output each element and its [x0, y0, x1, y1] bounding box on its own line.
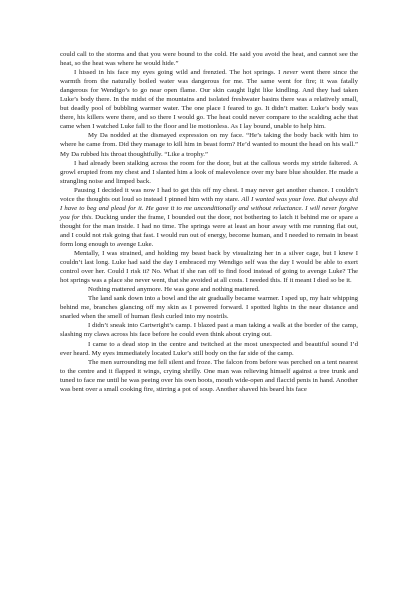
- text-run: The men surrounding me fell silent and froze. The falcon from before was perched on a tent nearest to the centre and it flapped it wings, crying shrilly. One man was relieving himself against a tree trunk and tuned to face me until he was peeing over his own boots, mouth wide-open and flaccid penis in hand. Another was bent over a small cooking fire, stirring a pot of soup. Another shaved his beard his face: [60, 358, 358, 393]
- text-run: The land sank down into a bowl and the air gradually became warmer. I sped up, my hair whipping behind me, branches glancing off my skin as I powered forward. I spotted lights in the near distance and snarled when the smell of human flesh curled into my nostrils.: [60, 295, 358, 321]
- paragraph: [60, 50, 358, 68]
- paragraph: [60, 321, 358, 339]
- paragraph: [60, 159, 358, 186]
- paragraph: [60, 358, 358, 394]
- text-run: My Da nodded at the dismayed expression on my face. “He’s taking the body back with him to where he came from. Did they manage to kill him in beast form? He’d wanted to mount the head on his wall.” My Da rubbed his throat thoughtfully. “Like a trophy.”: [60, 132, 358, 158]
- paragraph: [60, 249, 358, 285]
- paragraph: [60, 285, 358, 294]
- text-run: went there since the warmth from the naturally boiled water was dangerous for me. The same went for fire; it was fatally dangerous for Wendigo’s to go near open flame. Our skin caught light like kindling. And they had taken Luke’s body there. In the midst of the mountains and isolated freshwater basins there was a relatively small, but deadly pool of bubbling warmer water. The one place I feared to go. It didn’t matter. Luke’s body was there, his killers were there, and so there I would go. The heat could never compare to the scalding ache that came when I watched Luke fall to the floor and lie motionless. As I lay bound, unable to help him.: [60, 69, 358, 131]
- text-run: I had already been stalking across the room for the door, but at the callous words my stride faltered. A growl erupted from my chest and I slanted him a look of malevolence over my bare blue shoulder. He made a strangling noise and limped back.: [60, 159, 358, 185]
- italic-text: never: [283, 69, 299, 77]
- italic-text: All I wanted was your love. But always did I have to beg and plead for it. He gave it to me unconditionally and without reluctance. I will never forgive you for this.: [60, 195, 358, 221]
- page-body: [60, 50, 358, 394]
- paragraph: [60, 68, 358, 131]
- paragraph: [60, 340, 358, 358]
- text-run: Ducking under the frame, I bounded out the door, not bothering to latch it behind me or spare a thought for the man inside. I had no time. The springs were at least an hour away with me running flat out, and I could not risk going that fast. I would run out of energy, become human, and I needed to remain in beast form long enough to avenge Luke.: [60, 213, 358, 248]
- text-run: Mentally, I was strained, and holding my beast back by visualizing her in a silver cage, but I knew I couldn’t last long. Luke had said the day I embraced my Wendigo self was the day I would be able to exert control over her. Could I risk it? No. What if she ran off to find food instead of going to avenge Luke? The hot springs was a place she never went, that she avoided at all costs. I needed this. If it meant I died so be it.: [60, 250, 358, 285]
- text-run: I didn’t sneak into Cartwright’s camp. I blazed past a man taking a walk at the border of the camp, slashing my claws across his face before he could even think about crying out.: [60, 322, 358, 339]
- text-run: I hissed in his face my eyes going wild and frenzied. The hot springs. I: [74, 69, 284, 77]
- paragraph: [60, 186, 358, 249]
- paragraph: [60, 294, 358, 321]
- text-run: Nothing mattered anymore. He was gone and nothing mattered.: [88, 286, 260, 294]
- text-run: could call to the storms and that you were bound to the cold. He said you avoid the heat, and cannot see the heat, so the heat was where he would hide.”: [60, 51, 358, 68]
- paragraph: [60, 131, 358, 158]
- text-run: I came to a dead stop in the centre and twitched at the most unexpected and beautiful sound I’d ever heard. My eyes immediately located Luke’s still body on the far side of the camp.: [60, 340, 358, 357]
- text-run: Pausing I decided it was now I had to get this off my chest. I may never get another chance. I couldn’t voice the thoughts out loud so instead I pinned him with my stare.: [60, 186, 358, 203]
